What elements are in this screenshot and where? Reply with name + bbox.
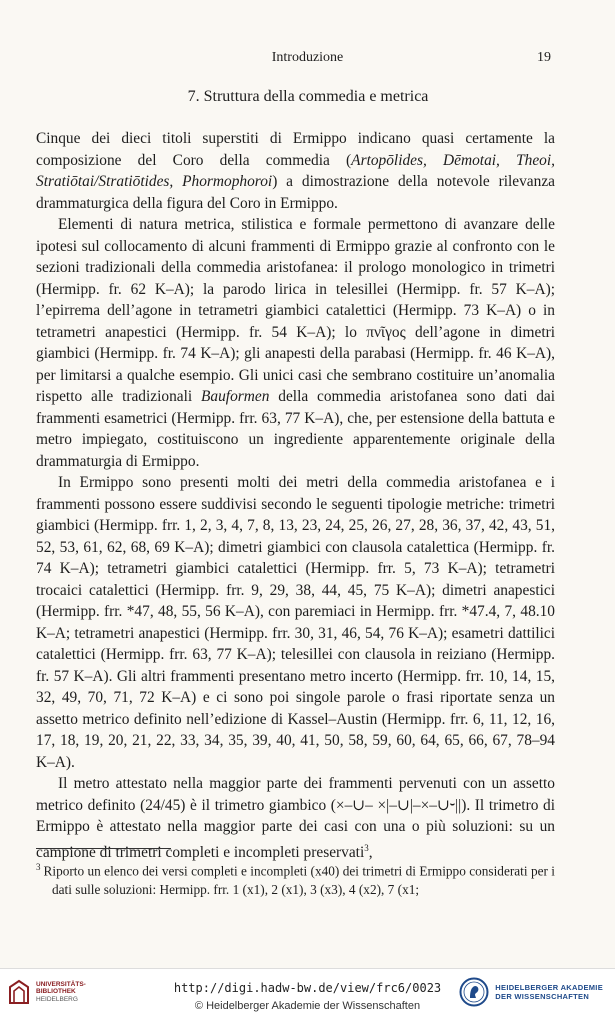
- footnote: [36, 858, 555, 899]
- running-title: Introduzione: [271, 50, 344, 65]
- text-run: Il metro attestato nella maggior parte dei frammenti pervenuti con un assetto metrico definito (24/45) è il trimetro giambico (×–∪– ×|–∪|–×–∪⏑||). Il trimetro di Ermippo è attestato nella maggior parte dei casi con una o più soluzioni: su un campione di trimetri completi e incompleti preservati: [36, 775, 555, 861]
- haw-logo-line-2: DER WISSENSCHAFTEN: [495, 992, 590, 1001]
- running-head: [0, 50, 615, 70]
- paragraph-2: [36, 214, 555, 472]
- body-text: [36, 128, 555, 863]
- italic-run: Artopōlides, Dēmotai, Theoi, Stratiōtai/Stratiōtides, Phormophoroi: [36, 151, 555, 190]
- haw-logo[interactable]: [459, 977, 603, 1007]
- paragraph-1: [36, 128, 555, 214]
- ub-logo-line-1: UNIVERSITÄTS-: [36, 980, 86, 988]
- text-run: In Ermippo sono presenti molti dei metri della commedia aristofanea e i frammenti possono essere suddivisi secondo le seguenti tipologie metriche: trimetri giambici (Hermipp. frr. 1, 2, 3, 4, 7, 8, 13, 23, 24, 25, 26, 27, 28, 36, 37, 42, 43, 51, 52, 53, 61, 62, 68, 69 K–A); dimetri giambici con clausola catalettica (Hermipp. fr. 74 K–A); tetrametri giambici catalettici (Hermipp. frr. 5, 73 K–A); tetrametri trocaici catalettici (Hermipp. frr. 9, 29, 38, 44, 45, 75 K–A); dimetri anapestici (Hermipp. frr. *47, 48, 55, 56 K–A), con paremiaci in Hermipp. frr. *47.4, 7, 48.10 K–A; tetrametri anapestici (Hermipp. frr. 30, 31, 46, 54, 76 K–A); esametri dattilici catalettici (Hermipp. frr. 63, 77 K–A); telesillei con clausola in reiziano (Hermipp. fr. 57 K–A). Gli altri frammenti presentano metro incerto (Hermipp. frr. 10, 14, 15, 32, 49, 70, 71, 72 K–A) e ci sono poi singole parole o frasi riportate senza un assetto metrico definito nell’edizione di Kassel–Austin (Hermipp. frr. 6, 11, 12, 16, 17, 18, 19, 20, 21, 22, 33, 34, 35, 39, 40, 41, 50, 58, 59, 60, 64, 65, 66, 67, 78–94 K–A).: [36, 474, 555, 771]
- page-number: 19: [537, 50, 551, 65]
- footnote-text: Riporto un elenco dei versi completi e incompleti (x40) dei trimetri di Ermippo considerati per i dati sulle soluzioni: Hermipp. frr. 1 (x1), 2 (x1), 3 (x3), 4 (x2), 7 (x1;: [43, 863, 555, 898]
- text-run: della commedia aristofanea sono dati dai frammenti esametrici (Hermipp. frr. 63, 77 K–A), che, per estensione della battuta e metro impiegato, costituiscono un ingrediente apparentemente originale della drammaturgia di Ermippo.: [36, 388, 555, 470]
- text-run: Elementi di natura metrica, stilistica e formale permettono di avanzare delle ipotesi sul collocamento di alcuni frammenti di Ermippo grazie al confronto con le sezioni tradizionali della commedia aristofanea: il prologo monologico in trimetri (Hermipp. fr. 62 K–A); la parodo lirica in telesillei (Hermipp. fr. 57 K–A); l’epirrema dell’agone in tetrametri giambici catalettici (Hermipp. 73 K–A) o in tetrametri anapestici (Hermipp. fr. 54 K–A); lo πνῖγος dell’agone in dimetri giambici (Hermipp. fr. 74 K–A); gli anapesti della parabasi (Hermipp. fr. 46 K–A), per limitarsi a qualche esempio. Gli unici casi che sembrano costituire un’anomalia rispetto alle tradizionali: [36, 216, 555, 405]
- ub-logo-line-2: BIBLIOTHEK: [36, 988, 76, 996]
- footnote-number: 3: [36, 862, 41, 872]
- footnote-rule: [36, 848, 171, 849]
- text-run: ,: [368, 843, 373, 861]
- ub-logo-line-3: HEIDELBERG: [36, 995, 78, 1003]
- paragraph-3: [36, 472, 555, 773]
- text-run: ) a dimostrazione della notevole rilevanza drammaturgica della figura del Coro in Ermippo.: [36, 173, 555, 212]
- section-title: 7. Struttura della commedia e metrica: [187, 88, 429, 105]
- permalink-url[interactable]: http://digi.hadw-bw.de/view/frc6/0023: [173, 981, 442, 995]
- text-run: Cinque dei dieci titoli superstiti di Ermippo indicano quasi certamente la composizione del Coro della commedia (: [36, 130, 555, 169]
- haw-logo-line-1: HEIDELBERGER AKADEMIE: [495, 983, 603, 992]
- paragraph-4: [36, 773, 555, 863]
- viewer-footer: [0, 968, 615, 1017]
- academy-seal-icon: [459, 977, 489, 1007]
- copyright-notice: © Heidelberger Akademie der Wissenschaften: [194, 1000, 421, 1012]
- italic-run: Bauformen: [201, 388, 270, 405]
- footnote-reference[interactable]: 3: [364, 842, 369, 853]
